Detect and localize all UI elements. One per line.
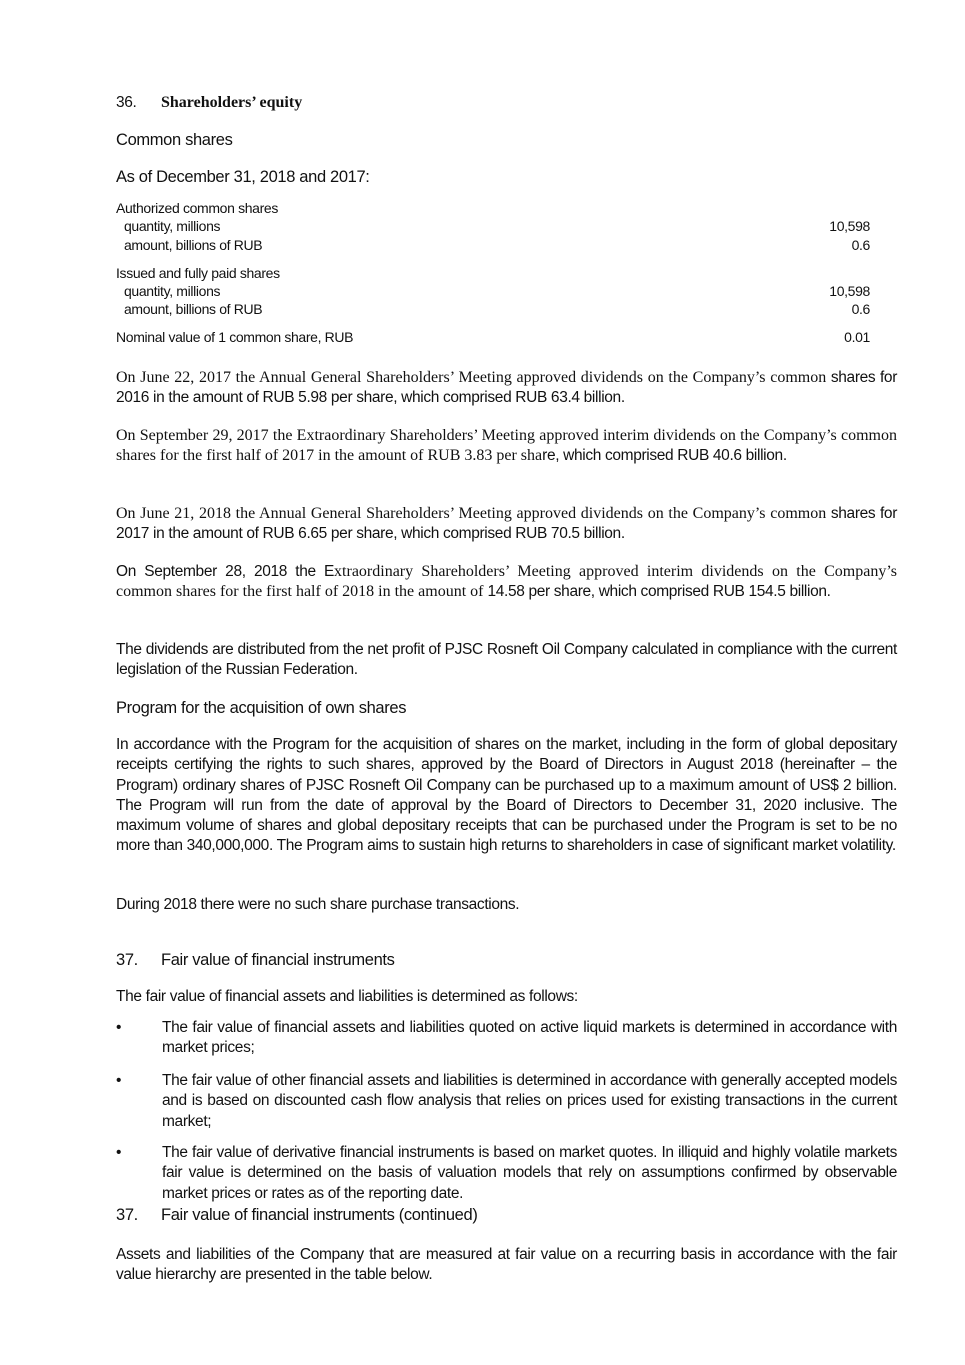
section-number: 37. [116,1206,138,1224]
section-title: Fair value of financial instruments [161,951,395,969]
row-value: 10,598 [829,218,870,234]
bullet-icon: • [116,1072,122,1089]
section-number: 36. [116,94,137,111]
table-row [116,300,870,319]
text-sans: re, which comprised RUB 40.6 billion. [542,447,787,465]
text-sans: 14.58 per share, which comprised RUB 154.5 billion. [487,583,831,601]
list-item-text: The fair value of financial assets and liabilities quoted on active liquid markets is determined in accordance with market prices; [162,1019,897,1057]
fair-value-intro: The fair value of financial assets and liabilities is determined as follows: [116,988,578,1005]
bullet-icon: • [116,1019,122,1036]
list-item-text: The fair value of other financial assets and liabilities is determined in accordance with generally accepted models and is based on discounted cash flow analysis that relies on prices used for existing transactions in the current market; [162,1072,897,1130]
section-36-heading [116,93,897,113]
section-title: Shareholders’ equity [161,94,303,111]
list-item [116,1143,897,1204]
section-37-heading [116,950,897,970]
list-item-text: The fair value of derivative financial instruments is based on market quotes. In illiquid and highly volatile markets fair value is determined on the basis of valuation models that rely on assumptions confirmed by observable market prices or rates as of the reporting date. [162,1144,897,1202]
table-row [116,236,870,255]
text-serif: On June 21, 2018 the Annual General Shareholders’ Meeting approved dividends on the Company’s common [116,505,827,522]
table-row [116,328,870,347]
table-row [116,264,870,283]
list-item [116,1071,897,1132]
text-sans: shares for 2017 in the amount of RUB 6.65 per share, which comprised RUB 70.5 billion. [116,505,898,543]
hierarchy-paragraph: Assets and liabilities of the Company that are measured at fair value on a recurring basis in accordance with the fair value hierarchy are presented in the table below. [116,1246,897,1284]
dividend-paragraph-3 [116,504,897,545]
transactions-paragraph: During 2018 there were no such share purchase transactions. [116,896,520,913]
row-label: quantity, millions [124,218,221,234]
row-label: amount, billions of RUB [124,237,263,253]
text-serif: xtraordinary Shareholders’ Meeting approved interim dividends on the Company’s common shares for the first half of 2018 in the amount of [116,563,897,601]
bullet-icon: • [116,1144,122,1161]
dividend-distribution-paragraph: The dividends are distributed from the net profit of PJSC Rosneft Oil Company calculated in compliance with the current legislation of the Russian Federation. [116,641,897,679]
list-item [116,1018,897,1059]
row-value: 10,598 [829,283,870,299]
row-value: 0.6 [851,301,870,317]
row-label: Nominal value of 1 common share, RUB [116,329,354,345]
table-row [116,217,870,236]
dividend-paragraph-1 [116,368,897,409]
table-row [116,199,870,218]
dividend-paragraph-4 [116,562,897,603]
row-label: quantity, millions [124,283,221,299]
program-paragraph: In accordance with the Program for the acquisition of shares on the market, including in the form of global depositary receipts certifying the rights to such shares, approved by the Board of Directors in August 2018 (hereinafter – the Program) ordinary shares of PJSC Rosneft Oil Company can be purchased up to a maximum amount of US$ 2 billion. The Program will run from the date of approval by the Board of Directors to December 31, 2020 inclusive. The maximum volume of shares and global depositary receipts that can be purchased under the Program is set to be no more than 340,000,000. The Program aims to sustain high returns to shareholders in case of significant market volatility. [116,736,897,855]
as-of-date: As of December 31, 2018 and 2017: [116,168,370,186]
section-37-continued-heading [116,1205,897,1225]
row-value: 0.6 [851,237,870,253]
text-sans: On September 28, 2018 the E [116,563,335,580]
text-serif: On June 22, 2017 the Annual General Shareholders’ Meeting approved dividends on the Company’s common [116,369,827,386]
section-title: Fair value of financial instruments (continued) [161,1206,478,1224]
text-sans: shares for 2016 in the amount of RUB 5.98 per share, which comprised RUB 63.4 billion. [116,369,898,407]
subheading-common-shares: Common shares [116,131,233,149]
text-serif: On September 29, 2017 the Extraordinary Shareholders’ Meeting approved interim dividends on the Company’s common shares for the first half of 2017 in the amount of RUB 3.83 per sha [116,427,897,465]
row-label: Issued and fully paid shares [116,265,280,281]
section-number: 37. [116,951,138,969]
row-label: Authorized common shares [116,200,279,216]
subheading-program: Program for the acquisition of own shares [116,699,407,717]
table-row [116,282,870,301]
row-label: amount, billions of RUB [124,301,263,317]
row-value: 0.01 [844,329,870,345]
dividend-paragraph-2 [116,426,897,467]
